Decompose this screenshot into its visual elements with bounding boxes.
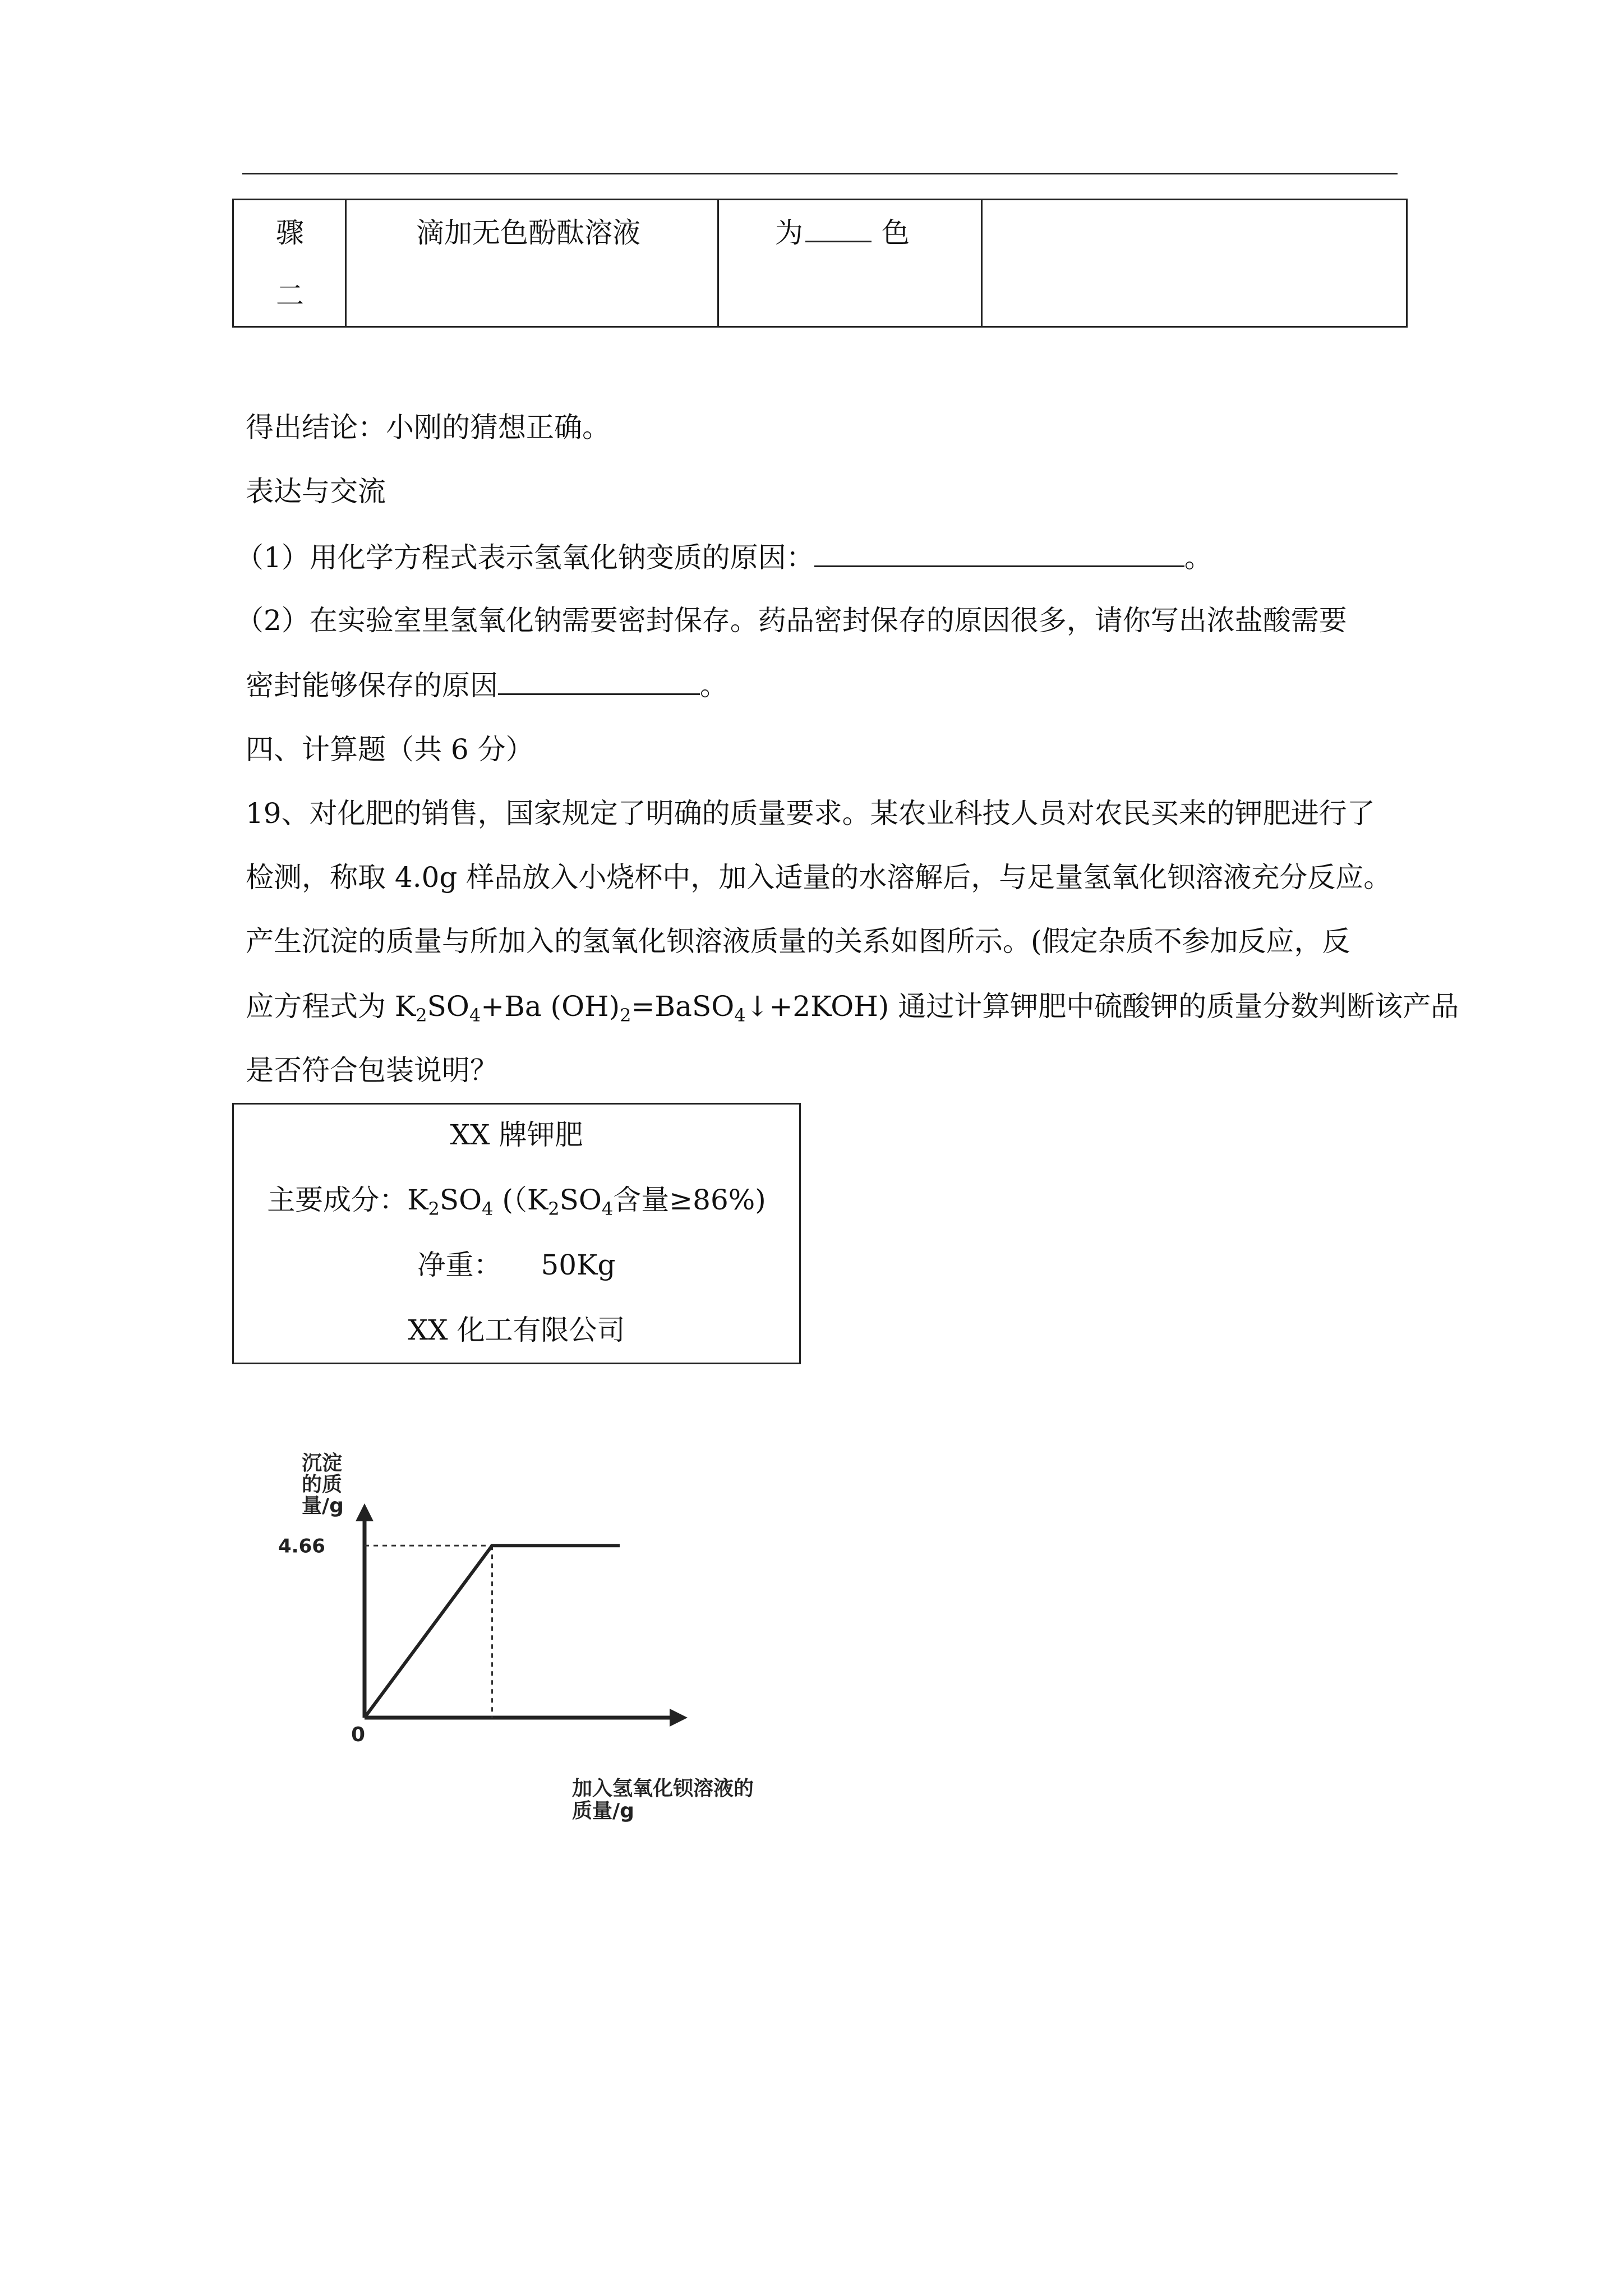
- y-axis-arrow: [356, 1503, 374, 1521]
- equation-part-d: =BaSO: [631, 990, 735, 1023]
- subscript-2b: 2: [620, 1005, 631, 1026]
- equation-part-c: +Ba (OH): [481, 990, 620, 1023]
- step-label-top: 骤: [276, 217, 304, 249]
- question-1-blank[interactable]: [814, 540, 1184, 567]
- weight-label: 净重：: [417, 1249, 502, 1281]
- x-label-line-2: 质量/g: [572, 1800, 634, 1823]
- question-2-text: 密封能够保存的原因: [246, 669, 498, 702]
- operation-text: 滴加无色酚酞溶液: [416, 217, 640, 249]
- ingredient-sub-4: 4: [482, 1198, 494, 1220]
- label-brand: XX 牌钾肥: [450, 1119, 583, 1151]
- subscript-4: 4: [469, 1005, 481, 1026]
- weight-value: 50Kg: [541, 1249, 616, 1281]
- color-blank[interactable]: [805, 216, 872, 242]
- subscript-2: 2: [416, 1005, 427, 1026]
- question-2-blank[interactable]: [498, 668, 700, 695]
- x-axis-arrow: [670, 1709, 688, 1727]
- origin-label: 0: [351, 1723, 366, 1746]
- ingredient-sub-2: 2: [428, 1198, 440, 1220]
- ingredient-sub-2b: 2: [548, 1198, 560, 1220]
- experiment-table: [232, 199, 1408, 328]
- equation-part-b: SO: [427, 990, 469, 1023]
- section-calc-heading: 四、计算题（共 6 分）: [246, 733, 534, 766]
- question-1: [236, 540, 1212, 574]
- precipitate-chart: [278, 1447, 830, 1840]
- phenomenon-cell: [717, 200, 981, 326]
- equation-part-e: ↓+2KOH) 通过计算钾肥中硫酸钾的质量分数判断该产品: [745, 990, 1459, 1023]
- product-label-box: [232, 1103, 801, 1364]
- subscript-4b: 4: [734, 1005, 746, 1026]
- x-label-line-1: 加入氢氧化钡溶液的: [572, 1777, 754, 1800]
- y-label-line-3: 量/g: [302, 1494, 344, 1517]
- problem-line-2: 检测，称取 4.0g 样品放入小烧杯中，加入适量的水溶解后，与足量氢氧化钡溶液充分反应。: [246, 861, 1392, 894]
- conclusion-cell: [981, 200, 1409, 326]
- question-2-line-1: （2）在实验室里氢氧化钠需要密封保存。药品密封保存的原因很多，请你写出浓盐酸需要: [236, 604, 1347, 637]
- step-label-bottom: 二: [276, 279, 304, 312]
- question-2-line-2: [246, 668, 728, 702]
- label-company: XX 化工有限公司: [408, 1314, 625, 1346]
- problem-line-3: 产生沉淀的质量与所加入的氢氧化钡溶液质量的关系如图所示。(假定杂质不参加反应，反: [246, 925, 1350, 958]
- ingredient-part-b: SO: [439, 1184, 482, 1216]
- operation-cell: [345, 200, 717, 326]
- ingredient-part-e: 含量≥86%): [613, 1184, 766, 1216]
- phenomenon-prefix: 为: [775, 217, 803, 249]
- conclusion-text: 得出结论：小刚的猜想正确。: [246, 411, 610, 444]
- label-weight: [234, 1248, 799, 1282]
- y-label-line-1: 沉淀: [302, 1452, 343, 1475]
- label-ingredient: [234, 1183, 799, 1226]
- phenomenon-suffix: 色: [882, 217, 910, 249]
- problem-line-4: [246, 990, 1459, 1032]
- ingredient-part-d: SO: [559, 1184, 602, 1216]
- question-1-end: 。: [1184, 541, 1212, 574]
- question-1-text: （1）用化学方程式表示氢氧化钠变质的原因：: [236, 541, 814, 574]
- section-express-heading: 表达与交流: [246, 475, 386, 508]
- problem-line-1: 19、对化肥的销售，国家规定了明确的质量要求。某农业科技人员对农民买来的钾肥进行了: [246, 797, 1375, 830]
- y-label-line-2: 的质: [302, 1473, 343, 1496]
- equation-part-a: 应方程式为 K: [246, 990, 416, 1023]
- ingredient-part-c: (（K: [493, 1184, 548, 1216]
- phenomenon-text: [775, 216, 910, 250]
- header-rule: [242, 173, 1398, 174]
- ingredient-sub-4b: 4: [601, 1198, 614, 1220]
- question-2-end: 。: [700, 669, 728, 702]
- ingredient-part-a: 主要成分：K: [267, 1184, 428, 1216]
- problem-line-5: 是否符合包装说明？: [246, 1054, 498, 1087]
- y-tick-label: 4.66: [278, 1535, 325, 1558]
